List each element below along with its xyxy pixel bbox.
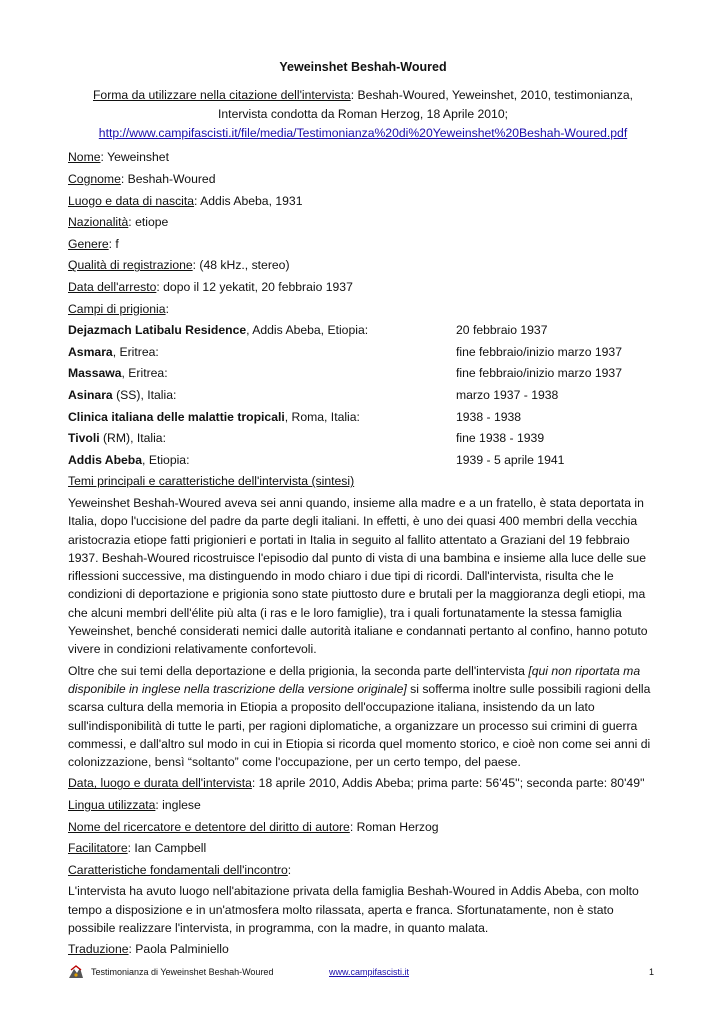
incontro-paragraph: L'intervista ha avuto luogo nell'abitazione privata della famiglia Beshah-Woured in Addis Abeba, con molto tempo a disposizione e in un'atmosfera molto rilassata, aperta e franca. Sfortunatamente, non è stato possibile realizzare l'intervista, in programma, con la madre, in quanto malata.	[68, 884, 639, 935]
field-value: :	[165, 301, 169, 316]
camp-row	[68, 321, 658, 339]
camp-location	[68, 408, 456, 426]
camp-place: (RM), Italia:	[99, 431, 166, 446]
field-facilitatore	[68, 839, 658, 857]
field-value: : inglese	[155, 798, 201, 813]
field-label: Caratteristiche fondamentali dell'incontro	[68, 862, 288, 877]
field-label: Data dell'arresto	[68, 280, 157, 295]
temi-label: Temi principali e caratteristiche dell'intervista (sintesi)	[68, 474, 355, 489]
citation-label: Forma da utilizzare nella citazione dell'intervista	[92, 87, 351, 102]
field-cognome	[68, 170, 658, 188]
field-value: :	[287, 862, 292, 877]
field-value: : 18 aprile 2010, Addis Abeba; prima parte: 56'45''; seconda parte: 80'49''	[251, 776, 645, 791]
field-durata	[68, 774, 658, 792]
field-label: Campi di prigionia	[68, 301, 166, 316]
field-nazionalita	[68, 213, 658, 231]
camp-row	[68, 408, 658, 426]
field-nascita	[68, 192, 658, 210]
field-value: : Paola Palminiello	[128, 942, 229, 957]
document-page	[68, 58, 658, 962]
camp-location	[68, 343, 456, 361]
camp-place: , Eritrea:	[112, 344, 159, 359]
camp-place: (SS), Italia:	[112, 388, 177, 402]
camp-date: fine 1938 - 1939	[456, 431, 545, 446]
field-arresto	[68, 278, 658, 296]
camp-location	[68, 451, 456, 469]
field-qualita	[68, 256, 658, 274]
field-value: : Yeweinshet	[100, 150, 169, 165]
camp-name: Addis Abeba	[68, 452, 143, 467]
camp-date: marzo 1937 - 1938	[456, 388, 559, 402]
field-label: Luogo e data di nascita	[68, 193, 195, 208]
temi-p2-start: Oltre che sui temi della deportazione e della prigionia, la seconda parte dell'intervista	[68, 663, 529, 678]
page-number: 1	[648, 967, 654, 977]
field-lingua	[68, 796, 658, 814]
field-label: Nazionalità	[68, 215, 129, 230]
field-value: : f	[108, 236, 119, 251]
field-label: Data, luogo e durata dell'intervista	[68, 776, 252, 791]
field-incontro	[68, 861, 658, 879]
citation-link[interactable]: http://www.campifascisti.it/file/media/Testimonianza%20di%20Yeweinshet%20Beshah-Woured.pdf	[98, 125, 628, 140]
temi-p2-note: [qui non riportata ma disponibile in inglese nella trascrizione della versione originale]	[68, 663, 641, 696]
camp-row	[68, 343, 658, 361]
camp-date: 1939 - 5 aprile 1941	[456, 452, 565, 467]
camp-location	[68, 321, 456, 339]
field-label: Traduzione	[68, 942, 129, 957]
citation-block	[68, 86, 658, 143]
field-traduzione	[68, 940, 658, 958]
field-label: Genere	[68, 236, 109, 251]
temi-paragraph-1: Yeweinshet Beshah-Woured aveva sei anni quando, insieme alla madre e a un fratello, è stata deportata in Italia, dopo l'uccisione del padre da parte degli italiani. In effetti, è uno dei quasi 400 membri della vecchia aristocrazia etiope fatti prigionieri e portati in Italia in seguito al fallito attentato a Graziani del 19 febbraio 1937. Beshah-Woured ricostruisce l'episodio dal punto di vista di una bambina e insieme alla luce delle sue riflessioni successive, ma distinguendo in modo chiaro i due tipi di ricordi. Dall'intervista, risulta che le condizioni di deportazione e prigionia sono state piuttosto dure e brutali per la maggioranza degli etiopi, ma che alcuni membri dell'élite più alta (i ras e le loro famiglie), tra i quali fortunatamente la stessa famiglia Yeweinshet, benché considerati nemici dalle autorità italiane e condannati pertanto al confino, hanno potuto vivere in condizioni relativamente confortevoli.	[68, 495, 648, 657]
field-value: : dopo il 12 yekatit, 20 febbraio 1937	[156, 280, 353, 295]
citation-text-2: Intervista condotta da Roman Herzog, 18 Aprile 2010;	[218, 106, 508, 121]
footer-text: Testimonianza di Yeweinshet Beshah-Woured	[91, 967, 274, 977]
camp-place: , Addis Abeba, Etiopia:	[246, 323, 369, 338]
temi-p2-end: si sofferma inoltre sulle possibili ragioni della scarsa cultura della memoria in Etiopia a proposito dell'occupazione italiana, insistendo da un lato sull'indisponibilità di tutte le parti, per ragioni diplomatiche, a organizzare un processo sui crimini di guerra commessi, e dall'altro sul modo in cui in Etiopia si ricorda quel momento storico, e cioè non come sei anni di colonizzazione, bensì “soltanto” come l'occupazione, per un certo tempo, del paese.	[68, 681, 651, 770]
temi-paragraph-2	[68, 662, 658, 772]
field-label: Lingua utilizzata	[68, 798, 156, 813]
field-label: Cognome	[68, 172, 121, 187]
camp-row	[68, 364, 658, 382]
field-ricercatore	[68, 818, 658, 836]
page-title: Yeweinshet Beshah-Woured	[279, 60, 447, 74]
camp-place: , Eritrea:	[121, 366, 168, 381]
field-value: : Beshah-Woured	[120, 172, 216, 187]
camp-location	[68, 429, 456, 447]
camp-name: Asmara	[68, 344, 113, 359]
camp-date: fine febbraio/inizio marzo 1937	[456, 366, 622, 381]
camp-place: , Etiopia:	[142, 452, 190, 467]
campifascisti-logo-icon	[68, 964, 84, 980]
field-value: : (48 kHz., stereo)	[192, 258, 290, 273]
camp-name: Massawa	[68, 366, 122, 381]
camp-row	[68, 386, 658, 404]
field-label: Facilitatore	[68, 841, 128, 856]
camp-date: 1938 - 1938	[456, 409, 522, 424]
camp-row	[68, 451, 658, 469]
field-nome	[68, 148, 658, 166]
field-label: Qualità di registrazione	[68, 258, 193, 273]
citation-text-1: : Beshah-Woured, Yeweinshet, 2010, testimonianza,	[350, 87, 634, 102]
camp-name: Asinara	[68, 388, 113, 402]
camp-date: 20 febbraio 1937	[456, 323, 548, 338]
camp-name: Clinica italiana delle malattie tropicali	[68, 409, 285, 424]
footer-site-link[interactable]: www.campifascisti.it	[329, 967, 410, 977]
field-label: Nome	[68, 150, 101, 165]
camp-name: Dejazmach Latibalu Residence	[68, 323, 247, 338]
field-value: : Addis Abeba, 1931	[194, 193, 303, 208]
temi-heading	[68, 472, 658, 490]
camp-name: Tivoli	[68, 431, 100, 446]
camp-location	[68, 386, 456, 404]
camp-date: fine febbraio/inizio marzo 1937	[456, 344, 622, 359]
field-label: Nome del ricercatore e detentore del diritto di autore	[68, 819, 350, 834]
field-value: : Roman Herzog	[349, 819, 439, 834]
field-value: : Ian Campbell	[127, 841, 207, 856]
field-value: : etiope	[128, 215, 169, 230]
camp-row	[68, 429, 658, 447]
camp-location	[68, 364, 456, 382]
field-genere	[68, 235, 658, 253]
field-campi	[68, 300, 658, 318]
camp-place: , Roma, Italia:	[284, 409, 360, 424]
